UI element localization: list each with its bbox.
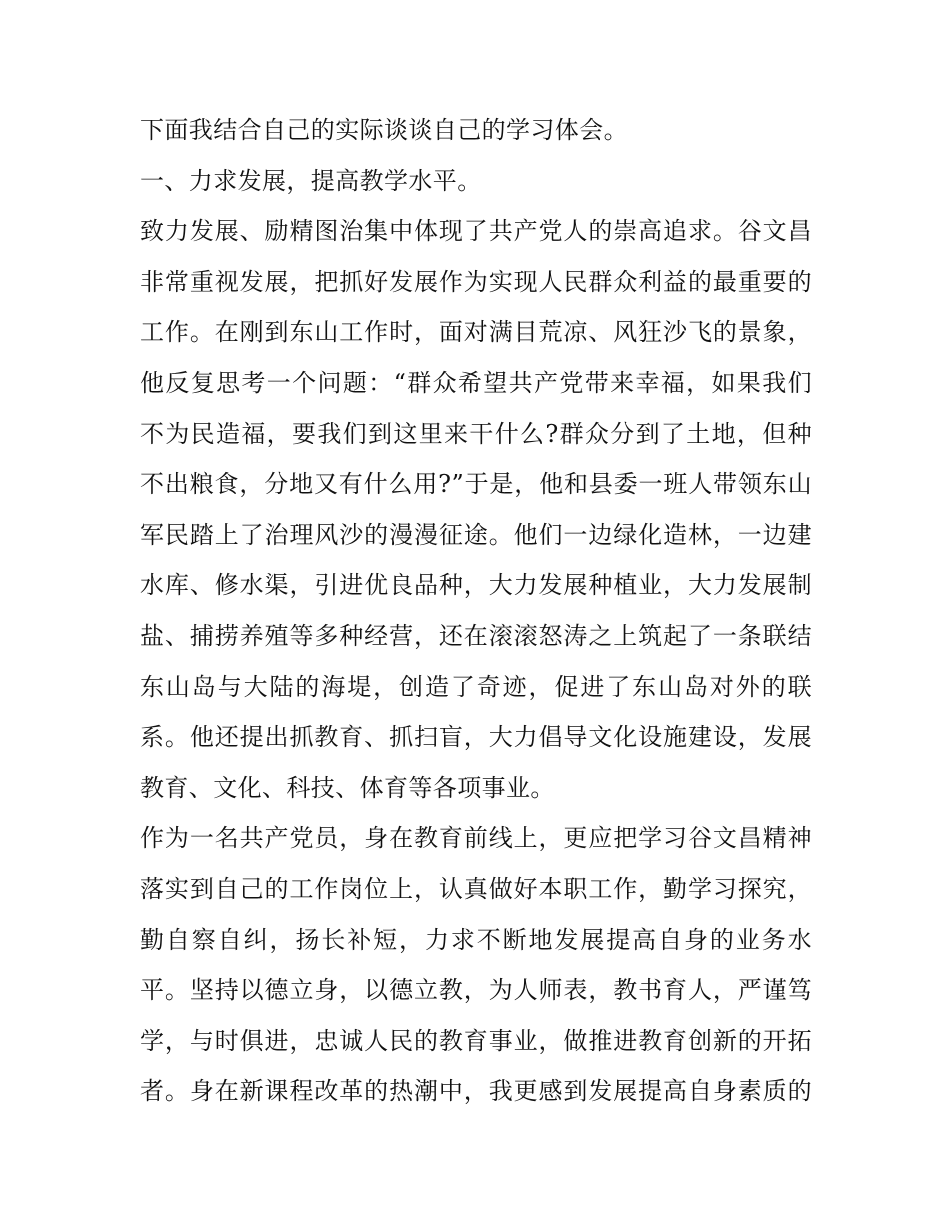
text-line: 学，与时俱进，忠诚人民的教育事业，做推进教育创新的开拓 [140,1026,812,1055]
text-line: 平。坚持以德立身，以德立教，为人师表，教书育人，严谨笃 [140,976,812,1005]
text-line: 非常重视发展，把抓好发展作为实现人民群众利益的最重要的 [140,267,812,296]
text-line: 工作。在刚到东山工作时，面对满目荒凉、风狂沙飞的景象， [140,318,812,347]
text-line: 作为一名共产党员，身在教育前线上，更应把学习谷文昌精神 [140,824,812,853]
section-heading: 一、力求发展，提高教学水平。 [140,166,482,195]
text-line: 教育、文化、科技、体育等各项事业。 [140,773,555,802]
document-page [140,112,812,1124]
text-line: 系。他还提出抓教育、抓扫盲，大力倡导文化设施建设，发展 [140,723,812,752]
text-line: 下面我结合自己的实际谈谈自己的学习体会。 [140,116,628,144]
text-line: 落实到自己的工作岗位上，认真做好本职工作，勤学习探究， [140,874,812,903]
text-line: 不出粮食，分地又有什么用?”于是，他和县委一班人带领东山 [140,470,812,499]
text-line: 不为民造福，要我们到这里来干什么?群众分到了土地，但种 [140,419,812,448]
text-line: 盐、捕捞养殖等多种经营，还在滚滚怒涛之上筑起了一条联结 [140,621,812,650]
text-line: 致力发展、励精图治集中体现了共产党人的崇高追求。谷文昌 [140,217,812,246]
text-line: 东山岛与大陆的海堤，创造了奇迹，促进了东山岛对外的联 [140,672,812,701]
text-line: 勤自察自纠，扬长补短，力求不断地发展提高自身的业务水 [140,925,812,954]
text-line: 军民踏上了治理风沙的漫漫征途。他们一边绿化造林，一边建 [140,520,812,549]
text-line: 者。身在新课程改革的热潮中，我更感到发展提高自身素质的 [140,1077,812,1106]
text-line: 他反复思考一个问题：“群众希望共产党带来幸福，如果我们 [140,368,812,397]
text-line: 水库、修水渠，引进优良品种，大力发展种植业，大力发展制 [140,571,812,600]
